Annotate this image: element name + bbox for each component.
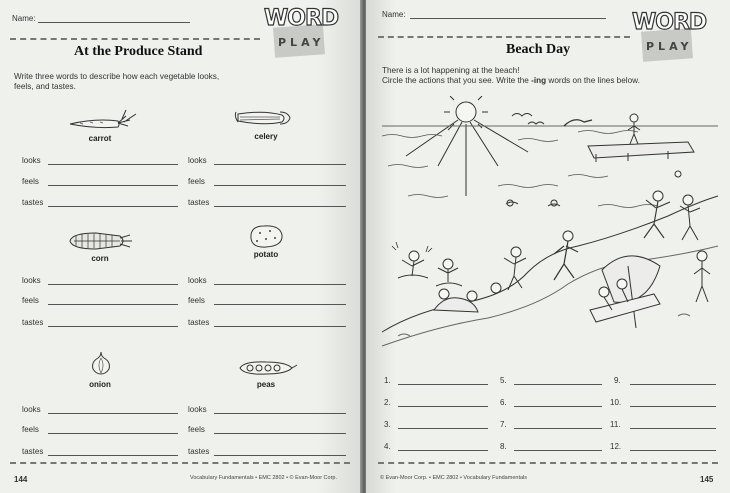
veg-label-onion: onion bbox=[89, 380, 111, 389]
onion-feels-field[interactable] bbox=[48, 433, 178, 434]
page-number: 145 bbox=[700, 475, 714, 484]
name-field[interactable] bbox=[410, 18, 606, 19]
answer-line-8[interactable] bbox=[514, 450, 602, 451]
veg-label-corn: corn bbox=[91, 254, 109, 263]
name-label: Name: bbox=[382, 10, 406, 19]
potato-tastes-field[interactable] bbox=[214, 326, 346, 327]
potato-feels-field[interactable] bbox=[214, 304, 346, 305]
peas-icon bbox=[236, 358, 298, 378]
onion-tastes-field[interactable] bbox=[48, 455, 178, 456]
footer-rule bbox=[378, 462, 718, 464]
row-label-feels: feels bbox=[188, 425, 205, 434]
answer-number: 1. bbox=[384, 376, 391, 385]
row-label-feels: feels bbox=[22, 296, 39, 305]
celery-icon bbox=[234, 106, 296, 130]
word-play-badge: WORD PLAY bbox=[260, 6, 338, 62]
answer-line-6[interactable] bbox=[514, 406, 602, 407]
page-title: At the Produce Stand bbox=[74, 44, 203, 59]
left-page bbox=[0, 0, 362, 493]
answer-number: 10. bbox=[610, 398, 622, 407]
corn-icon bbox=[66, 230, 134, 252]
corn-tastes-field[interactable] bbox=[48, 326, 178, 327]
answer-line-4[interactable] bbox=[398, 450, 488, 451]
celery-feels-field[interactable] bbox=[214, 185, 346, 186]
celery-looks-field[interactable] bbox=[214, 164, 346, 165]
veg-label-celery: celery bbox=[254, 132, 278, 141]
row-label-looks: looks bbox=[188, 156, 207, 165]
answer-line-2[interactable] bbox=[398, 406, 488, 407]
row-label-feels: feels bbox=[22, 177, 39, 186]
row-label-tastes: tastes bbox=[188, 198, 210, 207]
instructions: Write three words to describe how each vegetable looks, feels, and tastes. bbox=[14, 72, 220, 91]
answer-number: 9. bbox=[614, 376, 621, 385]
instructions: There is a lot happening at the beach! Circle the actions that you see. Write the -ing words on the lines below. bbox=[382, 66, 640, 85]
word-play-badge: WORD PLAY bbox=[628, 10, 706, 66]
answer-line-5[interactable] bbox=[514, 384, 602, 385]
answer-number: 3. bbox=[384, 420, 391, 429]
carrot-tastes-field[interactable] bbox=[48, 206, 178, 207]
header-rule bbox=[378, 36, 630, 38]
veg-label-peas: peas bbox=[256, 380, 276, 389]
answer-number: 6. bbox=[500, 398, 507, 407]
name-field[interactable] bbox=[38, 22, 190, 23]
answer-line-11[interactable] bbox=[630, 428, 716, 429]
page-number: 144 bbox=[14, 475, 28, 484]
answer-number: 11. bbox=[610, 420, 621, 429]
potato-looks-field[interactable] bbox=[214, 284, 346, 285]
row-label-tastes: tastes bbox=[188, 318, 210, 327]
peas-tastes-field[interactable] bbox=[214, 455, 346, 456]
carrot-icon bbox=[66, 108, 138, 134]
answer-line-10[interactable] bbox=[630, 406, 716, 407]
beach-scene-illustration bbox=[378, 96, 728, 354]
answer-line-1[interactable] bbox=[398, 384, 488, 385]
row-label-feels: feels bbox=[188, 296, 205, 305]
answer-number: 2. bbox=[384, 398, 391, 407]
footer-rule bbox=[10, 462, 350, 464]
peas-feels-field[interactable] bbox=[214, 433, 346, 434]
answer-number: 8. bbox=[500, 442, 507, 451]
onion-icon bbox=[88, 350, 114, 376]
carrot-looks-field[interactable] bbox=[48, 164, 178, 165]
potato-icon bbox=[246, 222, 286, 250]
corn-feels-field[interactable] bbox=[48, 304, 178, 305]
answer-line-7[interactable] bbox=[514, 428, 602, 429]
page-title: Beach Day bbox=[506, 42, 571, 57]
row-label-looks: looks bbox=[188, 405, 207, 414]
veg-label-carrot: carrot bbox=[88, 134, 112, 143]
answer-line-3[interactable] bbox=[398, 428, 488, 429]
credit-line: © Evan-Moor Corp. • EMC 2802 • Vocabulary Fundamentals bbox=[380, 475, 527, 481]
credit-line: Vocabulary Fundamentals • EMC 2802 • © Evan-Moor Corp. bbox=[190, 475, 337, 481]
answer-number: 12. bbox=[610, 442, 622, 451]
row-label-looks: looks bbox=[188, 276, 207, 285]
row-label-feels: feels bbox=[22, 425, 39, 434]
answer-line-12[interactable] bbox=[630, 450, 716, 451]
answer-line-9[interactable] bbox=[630, 384, 716, 385]
corn-looks-field[interactable] bbox=[48, 284, 178, 285]
row-label-tastes: tastes bbox=[22, 198, 44, 207]
row-label-tastes: tastes bbox=[188, 447, 210, 456]
row-label-looks: looks bbox=[22, 156, 41, 165]
row-label-looks: looks bbox=[22, 276, 41, 285]
answer-number: 4. bbox=[384, 442, 391, 451]
row-label-tastes: tastes bbox=[22, 447, 44, 456]
row-label-looks: looks bbox=[22, 405, 41, 414]
name-label: Name: bbox=[12, 14, 36, 23]
veg-label-potato: potato bbox=[253, 250, 279, 259]
header-rule bbox=[10, 38, 260, 40]
answer-number: 7. bbox=[500, 420, 507, 429]
peas-looks-field[interactable] bbox=[214, 413, 346, 414]
answer-number: 5. bbox=[500, 376, 507, 385]
row-label-tastes: tastes bbox=[22, 318, 44, 327]
carrot-feels-field[interactable] bbox=[48, 185, 178, 186]
onion-looks-field[interactable] bbox=[48, 413, 178, 414]
celery-tastes-field[interactable] bbox=[214, 206, 346, 207]
row-label-feels: feels bbox=[188, 177, 205, 186]
